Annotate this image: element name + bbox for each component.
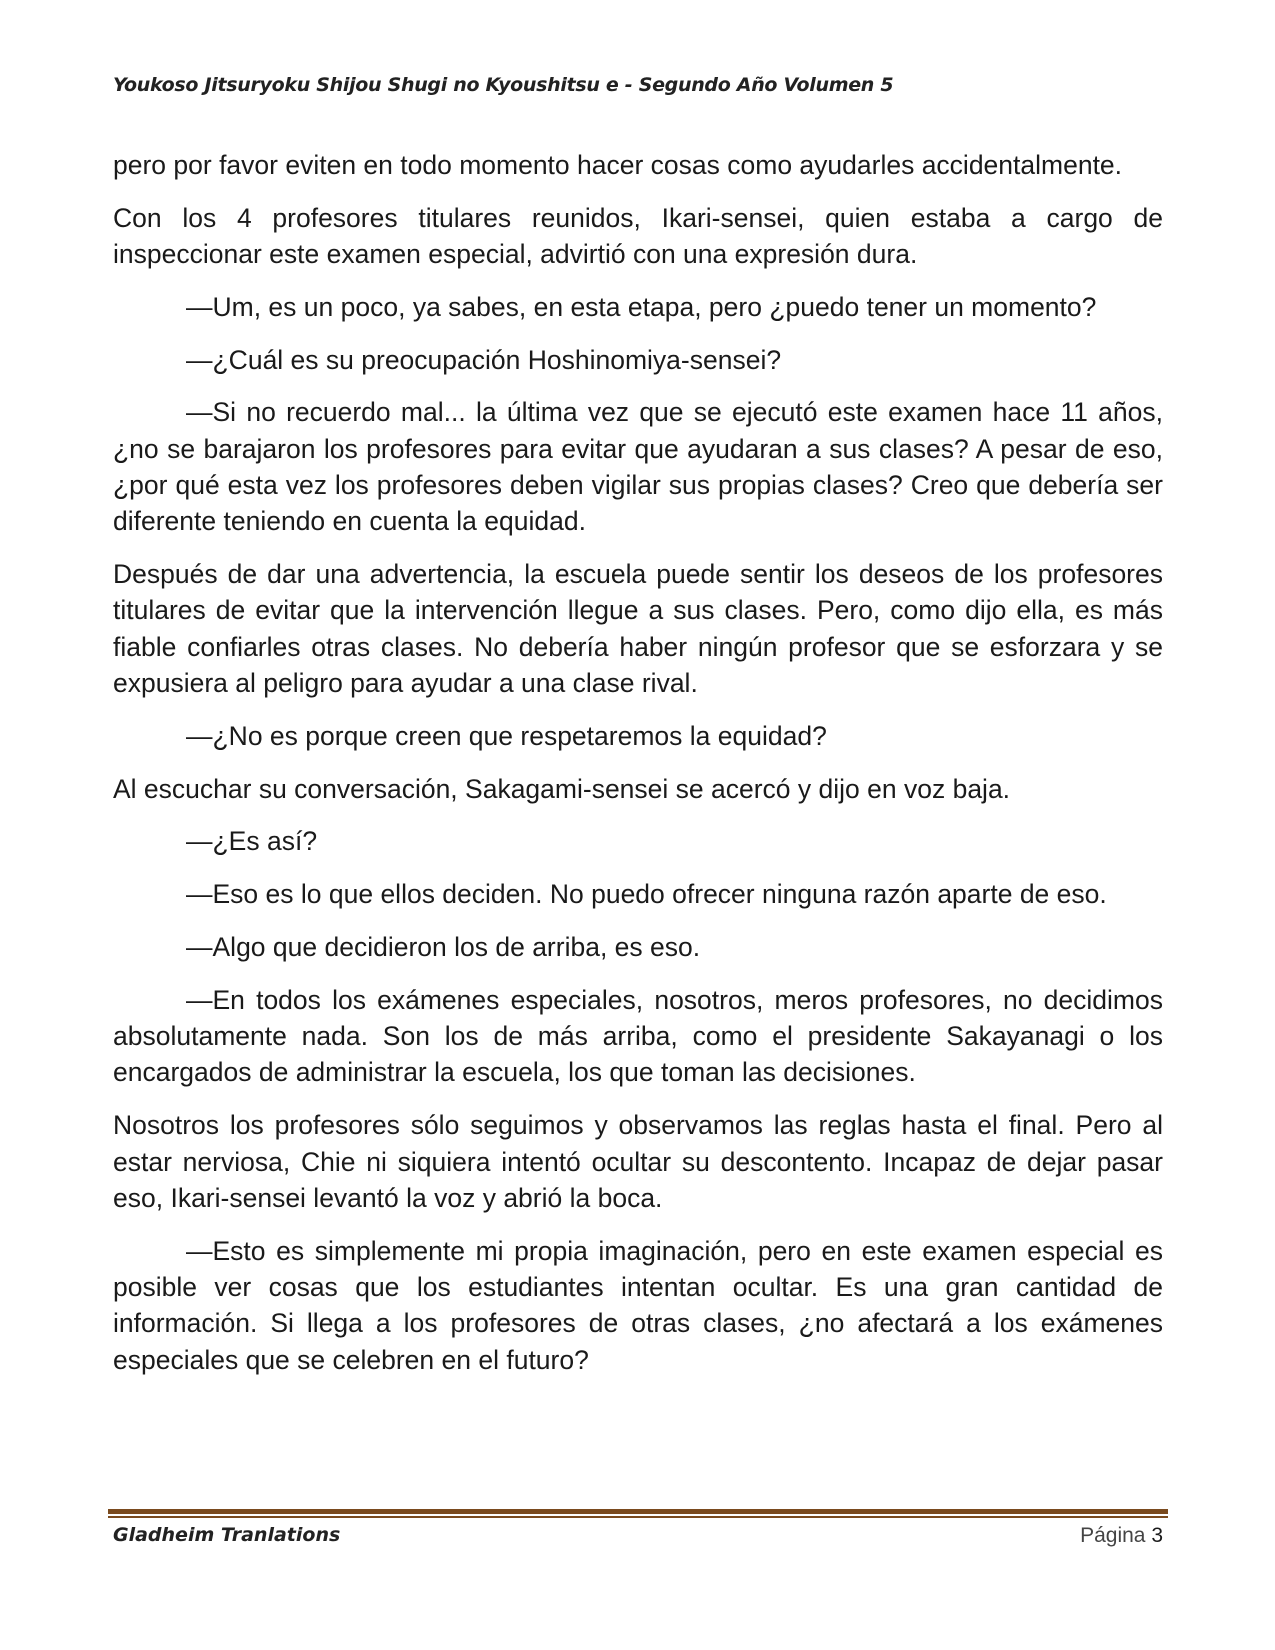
dialogue-line: —Um, es un poco, ya sabes, en esta etapa, pero ¿puedo tener un momento? [186, 291, 1097, 322]
footer-credit: Gladheim Tranlations [113, 1524, 341, 1546]
dialogue-line: —¿No es porque creen que respetaremos la equidad? [186, 720, 827, 751]
paragraph: Después de dar una advertencia, la escuela puede sentir los deseos de los profesores titulares de evitar que la intervención llegue a sus clases. Pero, como dijo ella, es más fiable confiarles otras clases. No debería haber ningún profesor que se esforzara y se expusiera al peligro para ayudar a una clase rival. [113, 559, 1163, 699]
footer-divider-thin [108, 1516, 1168, 1518]
paragraph: Con los 4 profesores titulares reunidos, Ikari-sensei, quien estaba a cargo de inspeccionar este examen especial, advirtió con una expresión dura. [113, 202, 1163, 270]
page-label: Página [1080, 1524, 1146, 1547]
dialogue-line: —Eso es lo que ellos deciden. No puedo ofrecer ninguna razón aparte de eso. [186, 879, 1107, 910]
dialogue-line: —En todos los exámenes especiales, nosotros, meros profesores, no decidimos absolutamente nada. Son los de más arriba, como el presidente Sakayanagi o los encargados de administrar la escuela, los que toman las decisiones. [113, 984, 1163, 1088]
dialogue-line: —Algo que decidieron los de arriba, es eso. [186, 932, 701, 963]
footer-divider-thick [108, 1509, 1168, 1514]
dialogue-line: —¿Es así? [186, 826, 318, 857]
page-number: 3 [1151, 1524, 1163, 1547]
body-text [113, 147, 1163, 1394]
dialogue-line: —Si no recuerdo mal... la última vez que se ejecutó este examen hace 11 años, ¿no se barajaron los profesores para evitar que ayudaran a sus clases? A pesar de eso, ¿por qué esta vez los profesores deben vigilar sus propias clases? Creo que debería ser diferente teniendo en cuenta la equidad. [113, 397, 1163, 537]
running-header: Youkoso Jitsuryoku Shijou Shugi no Kyoushitsu e - Segundo Año Volumen 5 [113, 74, 894, 96]
paragraph: pero por favor eviten en todo momento hacer cosas como ayudarles accidentalmente. [113, 150, 1123, 180]
paragraph: Nosotros los profesores sólo seguimos y observamos las reglas hasta el final. Pero al estar nerviosa, Chie ni siquiera intentó ocultar su descontento. Incapaz de dejar pasar eso, Ikari-sensei levantó la voz y abrió la boca. [113, 1110, 1163, 1213]
page-indicator [1080, 1524, 1163, 1548]
paragraph: Al escuchar su conversación, Sakagami-sensei se acercó y dijo en voz baja. [113, 773, 1011, 804]
dialogue-line: —¿Cuál es su preocupación Hoshinomiya-sensei? [186, 344, 782, 375]
dialogue-line: —Esto es simplemente mi propia imaginación, pero en este examen especial es posible ver cosas que los estudiantes intentan ocultar. Es una gran cantidad de información. Si llega a los profesores de otras clases, ¿no afectará a los exámenes especiales que se celebren en el futuro? [113, 1235, 1163, 1375]
